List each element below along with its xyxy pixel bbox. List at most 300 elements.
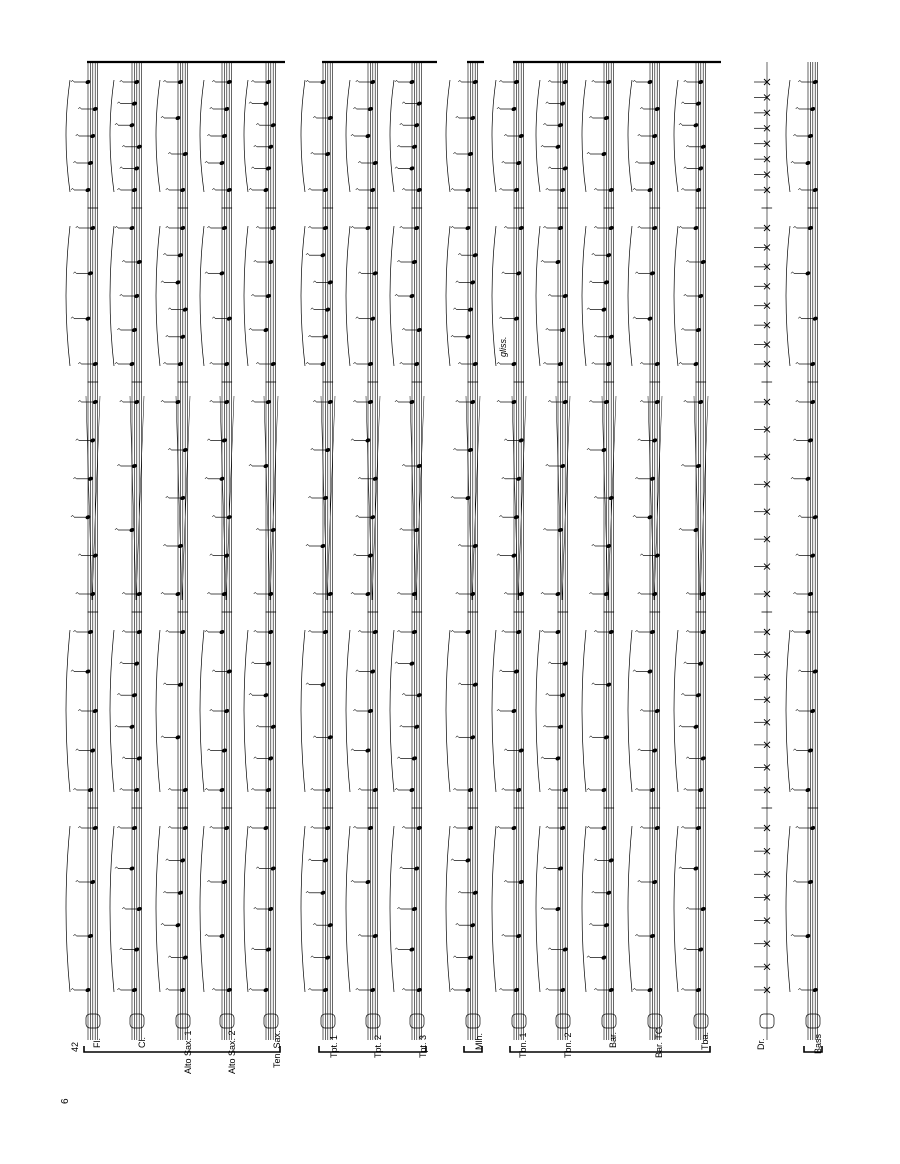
accent-mark: ^: [547, 947, 553, 955]
accent-mark: ^: [167, 152, 173, 159]
accent-mark: ^: [685, 592, 691, 599]
accent-mark: ^: [114, 724, 120, 732]
accent-mark: ^: [639, 709, 645, 716]
accent-mark: ^: [114, 362, 120, 369]
accent-mark: ^: [206, 592, 212, 599]
accent-mark: ^: [593, 630, 599, 637]
accent-mark: ^: [252, 592, 258, 599]
staff-label-trombone-2: Tbn. 2: [563, 1032, 573, 1058]
accent-mark: ^: [498, 515, 504, 523]
accent-mark: ^: [252, 907, 258, 914]
slur: [786, 80, 790, 192]
accent-mark: ^: [250, 788, 256, 795]
slur: [628, 226, 632, 366]
accent-mark: ^: [162, 682, 168, 690]
accent-mark: ^: [250, 400, 256, 407]
accent-mark: ^: [312, 923, 318, 931]
accent-mark: ^: [639, 553, 645, 561]
accent-mark: ^: [680, 188, 686, 195]
accent-mark: ^: [204, 271, 210, 279]
accent-mark: ^: [164, 226, 170, 233]
accent-mark: ^: [121, 592, 127, 599]
accent-mark: ^: [74, 134, 80, 141]
accent-mark: ^: [457, 253, 463, 261]
slur: [244, 80, 248, 192]
accent-mark: ^: [305, 544, 311, 551]
accent-mark: ^: [248, 988, 254, 995]
accent-mark: ^: [357, 934, 363, 941]
accent-mark: ^: [632, 988, 638, 995]
accent-mark: ^: [542, 226, 548, 233]
accent-mark: ^: [590, 890, 596, 898]
accent-mark: ^: [118, 661, 124, 669]
accent-mark: ^: [790, 161, 796, 168]
accent-mark: ^: [255, 123, 261, 131]
accent-mark: ^: [248, 693, 254, 701]
accent-mark: ^: [680, 988, 686, 995]
accent-mark: ^: [118, 400, 124, 407]
slur: [244, 826, 248, 992]
slur: [390, 80, 394, 192]
accent-mark: ^: [77, 826, 83, 833]
accent-mark: ^: [542, 362, 548, 369]
accent-mark: ^: [496, 362, 502, 369]
accent-mark: ^: [682, 661, 688, 669]
accent-mark: ^: [121, 144, 127, 152]
accent-mark: ^: [590, 80, 596, 87]
slur: [244, 226, 248, 366]
accent-mark: ^: [797, 188, 803, 195]
staff-label-trumpet-2: Tpt. 2: [373, 1034, 383, 1058]
accent-mark: ^: [396, 144, 402, 152]
accent-mark: ^: [248, 328, 254, 335]
accent-mark: ^: [547, 294, 553, 301]
accent-mark: ^: [398, 362, 404, 369]
slur: [674, 826, 678, 992]
accent-mark: ^: [206, 226, 212, 233]
accent-mark: ^: [496, 709, 502, 716]
accent-mark: ^: [457, 890, 463, 898]
accent-mark: ^: [682, 947, 688, 955]
accent-mark: ^: [248, 101, 254, 109]
accent-mark: ^: [542, 724, 548, 732]
accent-mark: ^: [394, 400, 400, 407]
accent-mark: ^: [121, 907, 127, 914]
accent-mark: ^: [118, 294, 124, 301]
accent-mark: ^: [208, 400, 214, 407]
accent-mark: ^: [496, 400, 502, 407]
accent-mark: ^: [396, 630, 402, 637]
accent-mark: ^: [167, 788, 173, 795]
accent-mark: ^: [394, 947, 400, 955]
slur: [582, 80, 586, 192]
slur: [66, 226, 70, 366]
accent-mark: ^: [114, 226, 120, 233]
accent-mark: ^: [309, 152, 315, 159]
accent-mark: ^: [307, 226, 313, 233]
accent-mark: ^: [160, 116, 166, 123]
accent-mark: ^: [685, 260, 691, 267]
accent-mark: ^: [305, 80, 311, 87]
accent-mark: ^: [452, 826, 458, 833]
accent-mark: ^: [118, 166, 124, 174]
accent-mark: ^: [682, 788, 688, 795]
slur: [156, 226, 160, 366]
accent-mark: ^: [121, 260, 127, 267]
slur: [390, 630, 394, 792]
accent-mark: ^: [450, 226, 456, 233]
accent-mark: ^: [685, 144, 691, 152]
accent-mark: ^: [307, 858, 313, 866]
group-bracket: [84, 1046, 280, 1052]
accent-mark: ^: [632, 80, 638, 87]
accent-mark: ^: [634, 161, 640, 168]
accent-mark: ^: [398, 226, 404, 233]
accent-mark: ^: [636, 134, 642, 141]
accent-mark: ^: [70, 80, 76, 87]
accent-mark: ^: [593, 334, 599, 342]
accent-mark: ^: [678, 226, 684, 233]
staff-label-tuba: Tba.: [700, 1031, 710, 1050]
accent-mark: ^: [593, 496, 599, 503]
accent-mark: ^: [116, 826, 122, 833]
accent-mark: ^: [211, 669, 217, 677]
accent-mark: ^: [794, 400, 800, 407]
accent-mark: ^: [250, 80, 256, 87]
accent-mark: ^: [682, 80, 688, 87]
accent-mark: ^: [305, 682, 311, 690]
accent-mark: ^: [116, 988, 122, 995]
accent-mark: ^: [500, 934, 506, 941]
accent-mark: ^: [682, 294, 688, 301]
accent-mark: ^: [632, 316, 638, 324]
accent-mark: ^: [678, 123, 684, 131]
accent-mark: ^: [114, 123, 120, 131]
accent-mark: ^: [398, 866, 404, 874]
accent-mark: ^: [454, 400, 460, 407]
accent-mark: ^: [354, 316, 360, 324]
slur: [446, 226, 450, 366]
accent-mark: ^: [204, 161, 210, 168]
accent-mark: ^: [255, 528, 261, 535]
staff-label-tenor-sax: Ten. Sax.: [272, 1030, 282, 1068]
accent-mark: ^: [450, 496, 456, 503]
accent-mark: ^: [70, 669, 76, 677]
accent-mark: ^: [396, 907, 402, 914]
slur: [301, 630, 305, 792]
slur: [346, 226, 350, 366]
accent-mark: ^: [396, 756, 402, 764]
staff-label-flute: Fl.: [92, 1038, 102, 1048]
accent-mark: ^: [452, 955, 458, 963]
accent-mark: ^: [401, 464, 407, 471]
accent-mark: ^: [586, 788, 592, 795]
accent-mark: ^: [160, 735, 166, 743]
accent-mark: ^: [503, 134, 509, 141]
accent-mark: ^: [401, 188, 407, 195]
accent-mark: ^: [454, 116, 460, 123]
accent-mark: ^: [160, 592, 166, 599]
accent-mark: ^: [792, 438, 798, 446]
accent-mark: ^: [114, 866, 120, 874]
accent-mark: ^: [790, 271, 796, 279]
accent-mark: ^: [255, 362, 261, 369]
accent-mark: ^: [357, 161, 363, 168]
accent-mark: ^: [167, 826, 173, 833]
accent-mark: ^: [540, 260, 546, 267]
accent-mark: ^: [305, 362, 311, 369]
accent-mark: ^: [305, 253, 311, 261]
accent-mark: ^: [74, 880, 80, 887]
accent-mark: ^: [794, 826, 800, 833]
accent-mark: ^: [352, 107, 358, 114]
accent-mark: ^: [680, 328, 686, 335]
accent-mark: ^: [792, 226, 798, 233]
accent-mark: ^: [204, 788, 210, 795]
accent-mark: ^: [636, 748, 642, 756]
accent-mark: ^: [211, 80, 217, 87]
accent-mark: ^: [590, 682, 596, 690]
accent-mark: ^: [162, 544, 168, 551]
accent-mark: ^: [450, 858, 456, 866]
staff-label-drums: Dr.: [756, 1038, 766, 1050]
accent-mark: ^: [70, 515, 76, 523]
accent-mark: ^: [544, 328, 550, 335]
accent-mark: ^: [208, 826, 214, 833]
accent-mark: ^: [252, 630, 258, 637]
accent-mark: ^: [586, 448, 592, 455]
accent-mark: ^: [121, 756, 127, 764]
accent-mark: ^: [350, 748, 356, 756]
accent-mark: ^: [211, 316, 217, 324]
accent-mark: ^: [450, 988, 456, 995]
accent-mark: ^: [680, 693, 686, 701]
accent-mark: ^: [211, 188, 217, 195]
accent-mark: ^: [206, 880, 212, 887]
accent-mark: ^: [248, 188, 254, 195]
accent-mark: ^: [792, 880, 798, 887]
accent-mark: ^: [454, 923, 460, 931]
accent-mark: ^: [121, 630, 127, 637]
accent-mark: ^: [350, 226, 356, 233]
accent-mark: ^: [588, 592, 594, 599]
slur: [674, 226, 678, 366]
accent-mark: ^: [790, 934, 796, 941]
accent-mark: ^: [503, 592, 509, 599]
slur: [66, 630, 70, 792]
accent-mark: ^: [678, 362, 684, 369]
accent-mark: ^: [457, 362, 463, 369]
accent-mark: ^: [398, 724, 404, 732]
accent-mark: ^: [498, 988, 504, 995]
accent-mark: ^: [164, 188, 170, 195]
staff-label-trumpet-3: Tpt. 3: [418, 1034, 428, 1058]
accent-mark: ^: [167, 307, 173, 315]
accent-mark: ^: [354, 988, 360, 995]
accent-mark: ^: [792, 592, 798, 599]
slur: [110, 226, 114, 366]
accent-mark: ^: [394, 661, 400, 669]
accent-mark: ^: [208, 709, 214, 716]
accent-mark: ^: [503, 438, 509, 446]
accent-mark: ^: [211, 988, 217, 995]
accent-mark: ^: [70, 188, 76, 195]
accent-mark: ^: [634, 934, 640, 941]
slur: [156, 630, 160, 792]
accent-mark: ^: [634, 788, 640, 795]
slur: [301, 826, 305, 992]
slur: [301, 80, 305, 192]
slur: [674, 630, 678, 792]
accent-mark: ^: [354, 80, 360, 87]
accent-mark: ^: [164, 630, 170, 637]
accent-mark: ^: [255, 226, 261, 233]
accent-mark: ^: [309, 826, 315, 833]
accent-mark: ^: [164, 988, 170, 995]
accent-mark: ^: [547, 400, 553, 407]
accent-mark: ^: [357, 476, 363, 484]
accent-mark: ^: [634, 271, 640, 279]
accent-mark: ^: [72, 271, 78, 279]
accent-mark: ^: [394, 788, 400, 795]
accent-mark: ^: [401, 101, 407, 109]
measure-number: 42: [70, 1041, 80, 1052]
accent-mark: ^: [162, 362, 168, 369]
accent-mark: ^: [352, 362, 358, 369]
staff-label-alto-sax-2: Alto Sax. 2: [227, 1030, 237, 1074]
slur: [786, 826, 790, 992]
slur: [536, 80, 540, 192]
accent-mark: ^: [248, 464, 254, 471]
staff-label-baritone-tc: Bar. TC: [654, 1027, 664, 1058]
accent-mark: ^: [211, 515, 217, 523]
accent-mark: ^: [588, 923, 594, 931]
staff-label-mellophone: Mlh.: [474, 1032, 484, 1050]
accent-mark: ^: [307, 630, 313, 637]
accent-mark: ^: [457, 682, 463, 690]
accent-mark: ^: [680, 101, 686, 109]
slur: [66, 826, 70, 992]
accent-mark: ^: [790, 630, 796, 637]
accent-mark: ^: [307, 334, 313, 342]
accent-mark: ^: [204, 630, 210, 637]
accent-mark: ^: [593, 858, 599, 866]
accent-mark: ^: [639, 400, 645, 407]
accent-mark: ^: [544, 464, 550, 471]
accent-mark: ^: [354, 515, 360, 523]
accent-mark: ^: [160, 280, 166, 288]
accent-mark: ^: [794, 107, 800, 114]
accent-mark: ^: [396, 592, 402, 599]
accent-mark: ^: [540, 144, 546, 152]
accent-mark: ^: [450, 334, 456, 342]
accent-mark: ^: [685, 907, 691, 914]
staff-label-alto-sax-1: Alto Sax. 1: [183, 1030, 193, 1074]
accent-mark: ^: [794, 553, 800, 561]
accent-mark: ^: [162, 80, 168, 87]
accent-mark: ^: [636, 226, 642, 233]
accent-mark: ^: [206, 748, 212, 756]
accent-mark: ^: [452, 152, 458, 159]
accent-mark: ^: [206, 438, 212, 446]
accent-mark: ^: [401, 328, 407, 335]
accent-mark: ^: [164, 496, 170, 503]
accent-mark: ^: [680, 464, 686, 471]
accent-mark: ^: [586, 826, 592, 833]
accent-mark: ^: [544, 188, 550, 195]
accent-mark: ^: [544, 988, 550, 995]
accent-mark: ^: [354, 188, 360, 195]
slur: [628, 80, 632, 192]
accent-mark: ^: [496, 107, 502, 114]
slur: [244, 630, 248, 792]
accent-mark: ^: [454, 592, 460, 599]
accent-mark: ^: [350, 438, 356, 446]
slur: [200, 630, 204, 792]
accent-mark: ^: [312, 735, 318, 743]
accent-mark: ^: [70, 316, 76, 324]
accent-mark: ^: [72, 788, 78, 795]
staff-label-trumpet-1: Tpt. 1: [329, 1034, 339, 1058]
accent-mark: ^: [164, 334, 170, 342]
accent-mark: ^: [588, 116, 594, 123]
slur: [582, 226, 586, 366]
accent-mark: ^: [167, 448, 173, 455]
accent-mark: ^: [77, 400, 83, 407]
accent-mark: ^: [396, 260, 402, 267]
accent-mark: ^: [542, 866, 548, 874]
accent-mark: ^: [250, 294, 256, 301]
accent-mark: ^: [72, 630, 78, 637]
slur: [786, 226, 790, 366]
accent-mark: ^: [797, 669, 803, 677]
accent-mark: ^: [500, 271, 506, 279]
accent-mark: ^: [682, 400, 688, 407]
slur: [492, 826, 496, 992]
accent-mark: ^: [252, 260, 258, 267]
accent-mark: ^: [309, 307, 315, 315]
accent-mark: ^: [590, 544, 596, 551]
staff-label-trombone-1: Tbn. 1: [518, 1032, 528, 1058]
page-number: 6: [60, 1098, 71, 1104]
accent-mark: ^: [305, 890, 311, 898]
accent-mark: ^: [540, 756, 546, 764]
slur: [301, 226, 305, 366]
accent-mark: ^: [250, 166, 256, 174]
accent-mark: ^: [160, 923, 166, 931]
accent-mark: ^: [309, 788, 315, 795]
accent-mark: ^: [77, 107, 83, 114]
accent-mark: ^: [797, 515, 803, 523]
accent-mark: ^: [208, 553, 214, 561]
accent-mark: ^: [540, 592, 546, 599]
accent-mark: ^: [593, 226, 599, 233]
accent-mark: ^: [248, 826, 254, 833]
accent-mark: ^: [544, 826, 550, 833]
accent-mark: ^: [639, 107, 645, 114]
accent-mark: ^: [503, 748, 509, 756]
accent-mark: ^: [678, 866, 684, 874]
accent-mark: ^: [312, 592, 318, 599]
staff-label-baritone: Bar.: [608, 1031, 618, 1048]
accent-mark: ^: [593, 988, 599, 995]
accent-mark: ^: [797, 316, 803, 324]
slur: [582, 826, 586, 992]
slur: [156, 826, 160, 992]
slur: [200, 80, 204, 192]
accent-mark: ^: [401, 826, 407, 833]
accent-mark: ^: [160, 400, 166, 407]
